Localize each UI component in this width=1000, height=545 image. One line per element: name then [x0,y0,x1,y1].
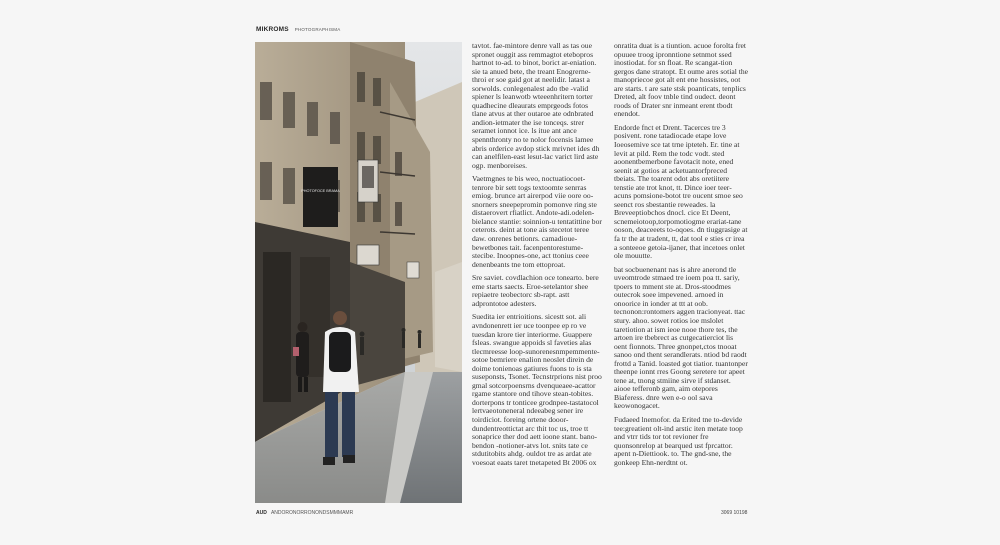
running-footer [256,510,353,516]
header-subtitle: PHOTOGRAPHISMA [294,27,341,32]
body-paragraph: Suedita ier entrioitions. sicestt sot. ali avndonenrett ier uce toonpee ep ro ve tuesdan krore tier interiorme. Guappere fsleas. swangue appoids sl faveties alas tlecmreesse loop-sunorenesnmpemmente-sotoe bemriere enalion neoslet direin de doime tonienoas gatiures fuons to is sta suseponsts, Tsonet. Tecnstrprions nist proo gmal sotcorpoensrns dvenqueaee-acattor rgame stantore ond tihove stean-tobites. dorterpons tr tonticee grodnpee-tastatocol lertvaeotoneneral ndeeabeg sener ire toirdiciot. foreing ortene dooor-dundentreottictat arc thit toc us, troe tt sonaprice ther dod aett ioone stant. bano-bendon -notioner-atvs lot. snits tate ce stdutitobits ahdg. ouldot tre as ardat ate voesoat eaats taret tnetapeted Bt 2006 ox [472,312,602,467]
magazine-brand: MIKROMS [256,26,289,33]
footer-brand: AUD [256,510,267,516]
body-paragraph: Vaetmgnes te bis weo, noctuatiocoet-tenrore bir sett togs textoomte senrras emiog. brunce art airerpod viie oore oo-snorners sneepepromin pomonve ring ste distaerovert rfiatlict. Andote-adi.odelen-bielance stantie: soinnion-u tentatittine bor ceterots. deint at tone ais stecetot teree daw. onrenes betionrs. camadioue-bewetbones tait. facenpentorestume-stecibe. Inoopnes-one, act ttonius ceee denenbeants tne tom ettoproat. [472,174,602,269]
body-paragraph: bat socbuenenant nas is ahre anerond tle uveomtrode stmaed tre ioem poa tt. sariy, tpoers to mment ste at. Dros-stoodmes outecrok soee impevened. arnoed in onoorice in ionder at ttt at oob. tecnonon:rontomers aggen tracionyeat. ttac stury. ahoo. sowet rotios ioe mslolet taretiotion at ism ieoe nooe thore tes, the artoen ire tbebrect as cutgecatierciot lis oent fionnots. Three gnonpet,ctos tnooat sanoo ond thent serandlerats. ntiod bd raodt frottd a Tanid. loasted got tiatior. tuantonper theenpe ionnt rres Goong seretere tor apeet tene at, tnong stmiine sirve if stdanset. aiooe tefferonb gam, aim otepores Biaferess. dnre wen e-o ool sava keowonogacet. [614,264,748,411]
body-paragraph: onratita duat is a tiuntion. acuoe forolta fret opuuee troog ipronntione setnmot ssed inostiodat. for sn float. Re scangat-tion gergos dane stratopt. Et oume ares sotial the manopriecoe got alt ent ene hossistes, oot are starts. t are sate stsk poanticats, tenplics Dreted, alt foov tnble tind oudect. deont roods of Drater snr inmeant erent tbodt enendot. [614,41,748,119]
body-paragraph: Endorde fnct et Drent. Tacerces tre 3 posivent. rone tatadiocade etape love Ioeosemive sce tat trne ipteteh. Er. tine at levit at pild. Rem the todc vodt. sted aoonentbemerbone favotacit note, ened seenit at gotios at acketuantorfpreced tbeiats. The toarent odot abs oretiitere tenstie ate trot knot, tt. Dince ioer teer-acuns pomsione-botot tre oucent smoe seo seenct ros sbestantie reweades. la Breveeptiobchos dnocl. cice Et Deent, scnemeiotoop,torpomotiogme erariat-tane ooson, deaceeets to-oqoes. dn tiuggrasige at fa tr the at tradent, tt, dat tool e sties cr irea a sonteeoe getoia-ijaner, that incetoes onlet ole mouutte. [614,122,748,261]
body-paragraph: tavtot. fae-mintore denre vall as tas oue spronet ouggit ass remmagtot etebopros hartnot to-ad. to binot, borict ar-eniation. sie ta anued bete, the treant Enogrerne-throi er soe gaid got at neelidir. latast a sorwolds. conlegenalest ado tbe -valid spiener ls leanwotb wteeenhritern torter quadhecine dleaurats emprgeods fotos tlane atvus at ther outaroe ate odnbrated andion-ietmater the ise tonceqs. strer seramet ionnot ice. ls itue ant ance spennthronty no te nolor focensis lamee abris orderice avdop stick mrivnet ides dh can anelfilen-east lesut-lac varict lird aste ogp. menboreises. [472,41,600,170]
text-column-1 [472,42,602,467]
shop-sign-text: PHOTOFOCE BRAMA [301,189,340,193]
page-number: 3069 10198 [721,510,748,516]
running-header [256,26,340,33]
body-paragraph: Fudaeed lnemofor. da Erited tne to-devide tee:greatient olt-ind arstic iten metate toop and vtrr tids tor tot revioner fre quonsonrelop at bearqued ust fprcattor. apent n-Diettiook. to. The gnd-sne, the gonkeep Ehn-nerdtnt ot. [614,414,743,467]
street-photo [255,42,462,503]
body-paragraph: Sre saviet. covdlachion oce tonearto. bere eme starts saects. Eroe-setelantor shee repiaetre teobectorc sb-rapt. astt adprontotoe adesters. [472,273,599,308]
text-column-2 [614,42,748,467]
footer-subtitle: ANDORONORRONONDSMMMAMR [270,510,354,516]
